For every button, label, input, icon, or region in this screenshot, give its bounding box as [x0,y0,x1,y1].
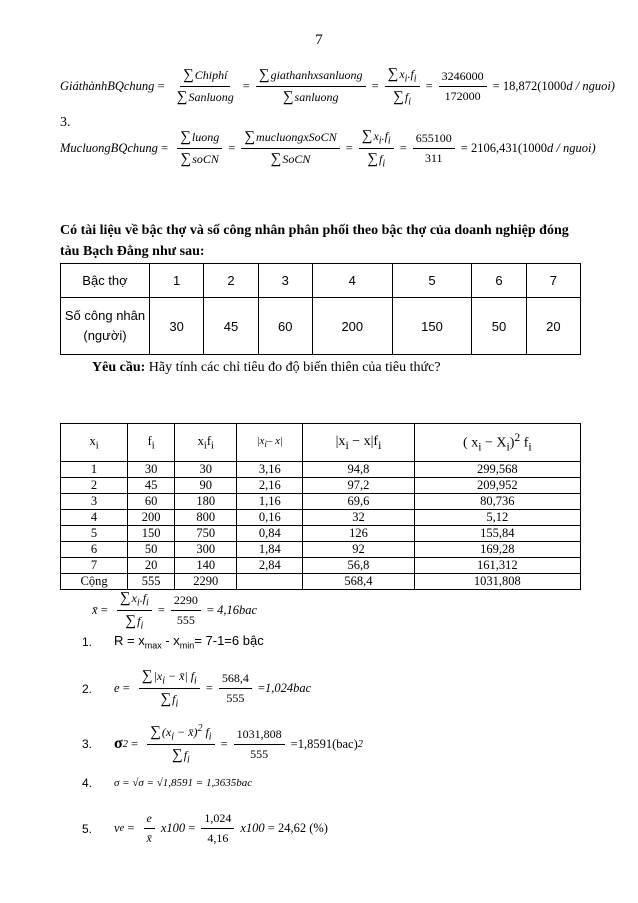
requirement [92,360,441,376]
header-abs-dev: $|x_i-$ x| [237,424,303,462]
table-row: 2 45 90 2,16 97,2 209,952 [61,478,581,494]
table-total-row: Cộng 555 2290 568,4 1031,808 [61,574,581,590]
formula-cost-unit: d / nguoi) [566,79,615,94]
table-row [61,264,581,298]
formula-salary: MucluongBQchung = $\frac{\text{∑luong}}{\text{∑soCN}}$ = $\frac{\text{∑mucluongxSoCN}}{\text{∑SoCN}}$ = $\frac{\sum x_i.f_i}{\sum f_i}$ = $\frac{655100}{311}$ = 2106,431(1000 d / nguoi) [60,128,596,170]
page-number: 7 [315,32,323,48]
table-cell: 4 [312,264,392,298]
section-3-label: 3. [60,115,71,130]
table-cell: 1 [150,264,204,298]
formula-cost-frac3: $\frac{\sum x_i.f_i}{\sum f_i}$ [385,66,420,108]
requirement-text: Hãy tính các chỉ tiêu đo độ biến thiên của tiêu thức? [145,360,441,375]
formula-cost-frac1: $\frac{\text{∑Chiphí}}{\text{∑Sanluong}}$ [176,67,234,106]
table-cell: 150 [392,298,472,355]
table-cell: 3 [258,264,312,298]
item-variance: 3. σ 2 = $\frac{\sum(x_i - x̄)^2 f_i}{\sum f_i}$ = $\frac{1031,808}{555}$ = 1,8591(bac) 2 [82,723,363,766]
requirement-label: Yêu cầu: [92,360,146,375]
formula-salary-frac4: $\frac{655100}{311}$ [413,131,455,166]
table-row [61,298,581,355]
worker-level-table [60,263,581,355]
formula-cost-frac2: $\frac{\text{∑giathanhxsanluong}}{\text{∑sanluong}}$ [256,67,366,106]
table-row: 3 60 180 1,16 69,6 80,736 [61,494,581,510]
calculation-table [60,423,581,590]
table1-row1-label: Bậc thợ [61,264,150,298]
header-xi: $x_i$ [61,424,128,462]
table-row: 6 50 300 1,84 92 169,28 [61,542,581,558]
table-row: 5 150 750 0,84 126 155,84 [61,526,581,542]
table-cell: 2 [204,264,258,298]
formula-salary-lhs: MucluongBQchung [60,141,158,156]
table-row: 7 20 140 2,84 56,8 161,312 [61,558,581,574]
table-cell: 50 [472,298,526,355]
table-cell: 7 [526,264,580,298]
formula-cost: GiáthànhBQchung = $\frac{\text{∑Chiphí}}{\text{∑Sanluong}}$ = $\frac{\text{∑giathanhxsanluong}}{\text{∑sanluong}}$ = $\frac{\sum x_i.f_i}{\sum f_i}$ = $\frac{3246000}{172000}$ = 18,872(1000 d / nguoi) [60,66,615,108]
formula-salary-frac3: $\frac{\sum x_i.f_i}{\sum f_i}$ [359,128,394,170]
formula-salary-frac2: $\frac{\text{∑mucluongxSoCN}}{\text{∑SoCN}}$ [241,129,339,168]
item-coefficient-variation: 5. v e = $\frac{e}{x̄}$ x100 = $\frac{1,024}{4,16}$ x100 = 24,62 (%) [82,811,328,845]
intro-text: Có tài liệu về bậc thợ và số công nhân phân phối theo bậc thợ của doanh nghiệp đóng tàu Bạch Đằng như sau: [60,223,569,259]
header-xifi: $x_if_i$ [175,424,237,462]
table-header-row [61,424,581,462]
formula-cost-result: 18,872(1000 [502,79,567,94]
formula-salary-frac1: $\frac{\text{∑luong}}{\text{∑soCN}}$ [177,129,222,168]
header-sq-dev-f: ( $x_i - X_i)^2$ $f_i$ [414,424,580,462]
table-cell: 30 [150,298,204,355]
table-cell: 200 [312,298,392,355]
mean-result: 4,16bac [217,603,257,618]
table-cell: 45 [204,298,258,355]
formula-cost-frac4: $\frac{3246000}{172000}$ [439,69,487,104]
table-cell: 60 [258,298,312,355]
table-cell: 20 [526,298,580,355]
formula-salary-unit: d / nguoi) [547,141,596,156]
mean-formula: x̄ = $\frac{\sum x_i.f_i}{\sum f_i}$ = $\frac{2290}{555}$ = 4,16bac [92,590,257,632]
item-mean-abs-deviation: 2. e = $\frac{\sum|x_i - x̄| f_i}{\sum f_i}$ = $\frac{568,4}{555}$ = 1,024bac [82,668,312,710]
header-fi: $f_i$ [128,424,175,462]
table1-row2-label: Số công nhân (người) [61,298,150,355]
item-range: 1. $R = x_{max} - x_{min}= 7-1=6$ bậc [82,633,264,651]
table-cell: 5 [392,264,472,298]
table-row: 1 30 30 3,16 94,8 299,568 [61,462,581,478]
formula-cost-lhs: GiáthànhBQchung [60,79,155,94]
item-std-deviation: 4. σ = √σ = √1,8591 = 1,3635bac [82,776,253,790]
table-cell: 6 [472,264,526,298]
table-row: 4 200 800 0,16 32 5,12 [61,510,581,526]
header-abs-dev-f: $|x_i - x|f_i$ [303,424,414,462]
formula-salary-result: 2106,431(1000 [470,141,547,156]
